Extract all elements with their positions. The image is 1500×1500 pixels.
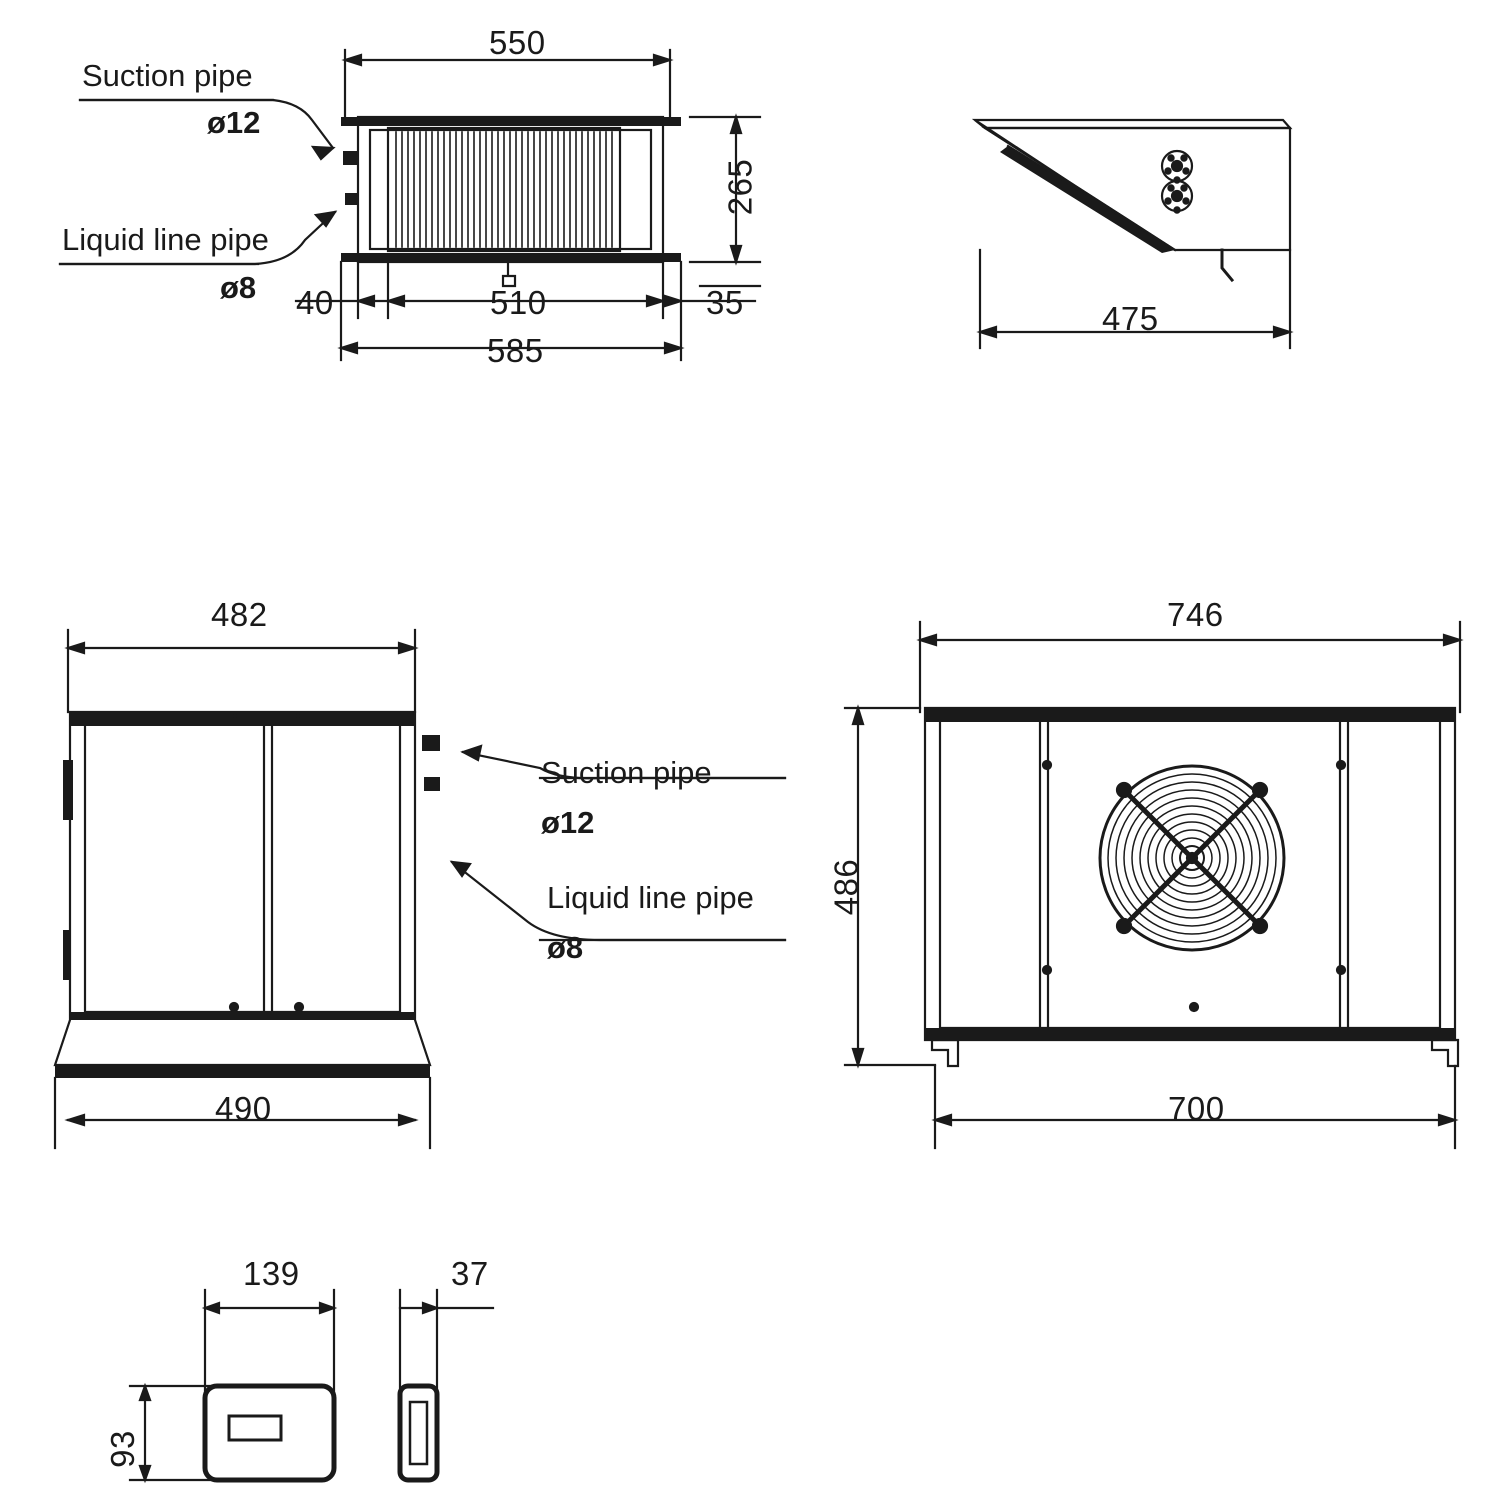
dim-label-482: 482 [211, 596, 268, 633]
dim-label-139: 139 [243, 1255, 300, 1292]
dim-label-746: 746 [1167, 596, 1224, 633]
dim-label-510: 510 [490, 284, 547, 321]
dim-label-490: 490 [215, 1090, 272, 1127]
dim-label-550: 550 [489, 24, 546, 61]
callout-suction-pipe-label-side: Suction pipe [541, 755, 712, 790]
callout-liquid-line-label-side: Liquid line pipe [547, 880, 754, 915]
dim-label-40: 40 [296, 284, 334, 321]
dim-label-486: 486 [827, 858, 865, 916]
callout-suction-pipe-size-side: ø12 [541, 805, 595, 840]
perspective-view-body [975, 120, 1290, 280]
condenser-body [341, 117, 681, 286]
callout-suction-pipe-size-top: ø12 [207, 105, 261, 140]
detail-plate-front [205, 1386, 334, 1480]
callout-suction-pipe-label-top: Suction pipe [82, 58, 253, 93]
dim-label-37: 37 [451, 1255, 489, 1292]
dim-label-585: 585 [487, 332, 544, 369]
front-view-body [925, 708, 1458, 1066]
dim-93 [130, 1386, 210, 1480]
dim-label-35: 35 [706, 284, 744, 321]
dim-482 [68, 630, 415, 712]
fan-grille [1100, 766, 1284, 950]
dim-label-475: 475 [1102, 300, 1159, 337]
side-view-body [55, 712, 440, 1078]
callout-liquid-line-label-top: Liquid line pipe [62, 222, 269, 257]
detail-plate-side [400, 1386, 437, 1480]
dim-label-93: 93 [103, 1430, 141, 1468]
dim-label-265: 265 [721, 158, 759, 216]
callout-liquid-line-size-top: ø8 [220, 270, 257, 305]
callout-liquid-line-size-side: ø8 [547, 930, 584, 965]
dim-label-700: 700 [1168, 1090, 1225, 1127]
dim-746 [920, 622, 1460, 712]
